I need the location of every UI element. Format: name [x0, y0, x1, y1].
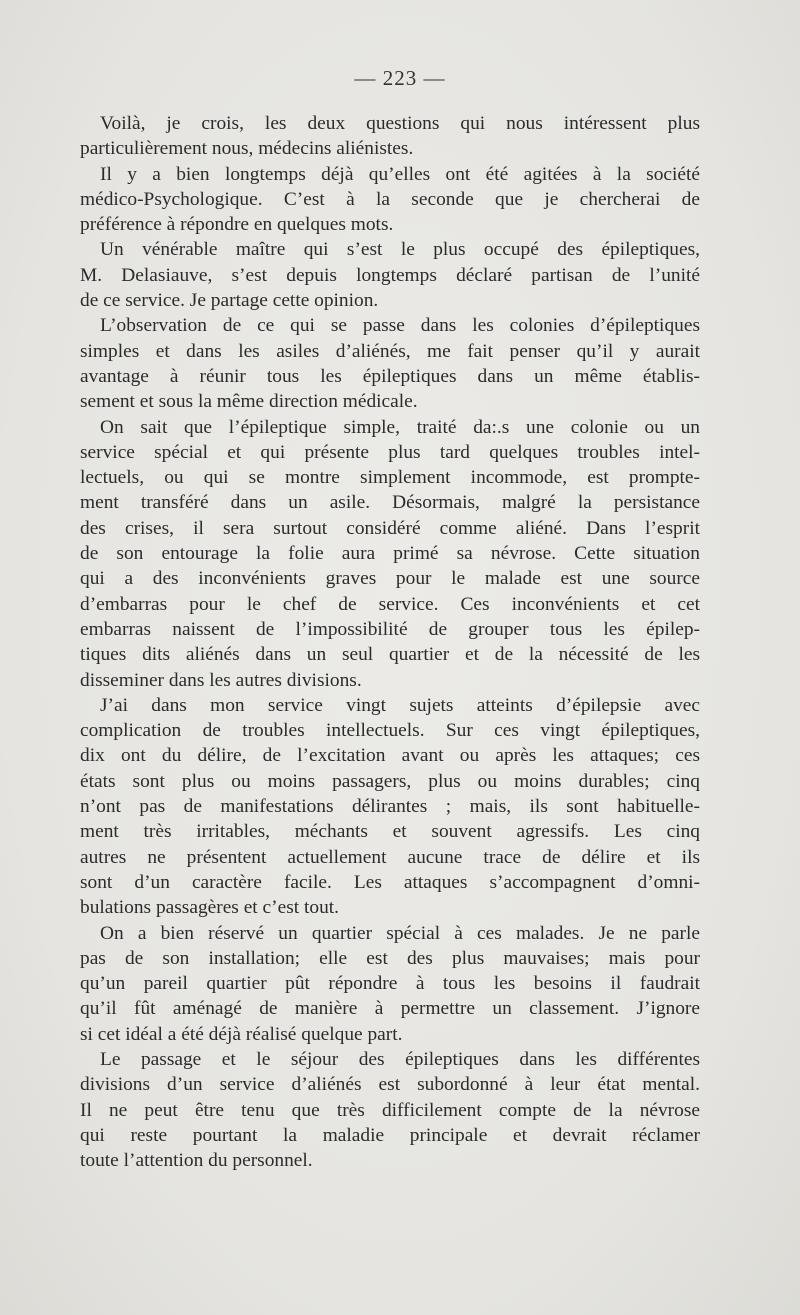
text-line: lectuels, ou qui se montre simplement incommode, est prompte- [80, 467, 700, 489]
text-line: de ce service. Je partage cette opinion. [80, 290, 379, 312]
text-line: qui a des inconvénients graves pour le malade est une source [80, 568, 700, 590]
text-line: M. Delasiauve, s’est depuis longtemps déclaré partisan de l’unité [80, 264, 700, 286]
text-line: autres ne présentent actuellement aucune trace de délire et ils [80, 846, 700, 868]
text-line: L’observation de ce qui se passe dans les colonies d’épileptiques [100, 315, 700, 337]
text-line: ment très irritables, méchants et souvent agressifs. Les cinq [80, 821, 700, 843]
text-line: embarras naissent de l’impossibilité de grouper tous les épilep- [80, 618, 700, 640]
text-line: tiques dits aliénés dans un seul quartier et de la nécessité de les [80, 644, 700, 666]
text-line: simples et dans les asiles d’aliénés, me fait penser qu’il y aurait [80, 340, 700, 362]
text-line: bulations passagères et c’est tout. [80, 897, 340, 919]
text-line: préférence à répondre en quelques mots. [80, 214, 394, 236]
text-line: J’ai dans mon service vingt sujets atteints d’épilepsie avec [100, 694, 700, 716]
text-line: si cet idéal a été déjà réalisé quelque part. [80, 1023, 403, 1045]
text-line: particulièrement nous, médecins aliénistes. [80, 138, 414, 160]
text-line: Un vénérable maître qui s’est le plus occupé des épileptiques, [100, 239, 700, 261]
text-line: avantage à réunir tous les épileptiques dans un même établis- [80, 365, 700, 387]
text-line: disseminer dans les autres divisions. [80, 669, 362, 691]
text-line: qu’il fût aménagé de manière à permettre un classement. J’ignore [80, 998, 700, 1020]
page-number: — 223 — [354, 66, 446, 90]
text-line: On sait que l’épileptique simple, traité da:.s une colonie ou un [100, 416, 700, 438]
text-line: sont d’un caractère facile. Les attaques s’accompagnent d’omni- [80, 871, 700, 893]
text-line: On a bien réservé un quartier spécial à ces malades. Je ne parle [100, 922, 700, 944]
text-line: ment transféré dans un asile. Désormais, malgré la persistance [80, 492, 700, 514]
text-line: Voilà, je crois, les deux questions qui nous intéressent plus [100, 113, 700, 134]
text-line: états sont plus ou moins passagers, plus ou moins durables; cinq [80, 770, 700, 792]
text-line: pas de son installation; elle est des plus mauvaises; mais pour [80, 947, 700, 969]
text-line: complication de troubles intellectuels. Sur ces vingt épileptiques, [80, 720, 700, 742]
text-line: Il y a bien longtemps déjà qu’elles ont été agitées à la société [100, 163, 700, 185]
text-line: toute l’attention du personnel. [80, 1150, 313, 1172]
text-line: médico-Psychologique. C’est à la seconde que je chercherai de [80, 188, 700, 210]
text-line: sement et sous la même direction médicale. [80, 391, 418, 413]
text-line: qu’un pareil quartier pût répondre à tous les besoins il faudrait [80, 973, 700, 995]
text-line: d’embarras pour le chef de service. Ces inconvénients et cet [80, 593, 700, 615]
text-line: de son entourage la folie aura primé sa névrose. Cette situation [80, 543, 700, 565]
text-line: des crises, il sera surtout considéré comme aliéné. Dans l’esprit [80, 517, 700, 539]
text-line: dix ont du délire, de l’excitation avant ou après les attaques; ces [80, 745, 700, 767]
text-line: qui reste pourtant la maladie principale et devrait réclamer [80, 1124, 700, 1146]
text-line: n’ont pas de manifestations délirantes ; mais, ils sont habituelle- [80, 796, 700, 818]
body-text [80, 111, 700, 1173]
text-line: divisions d’un service d’aliénés est subordonné à leur état mental. [80, 1074, 700, 1096]
text-line: Le passage et le séjour des épileptiques dans les différentes [100, 1048, 700, 1070]
text-line: service spécial et qui présente plus tard quelques troubles intel- [80, 441, 700, 463]
text-line: Il ne peut être tenu que très difficilement compte de la névrose [80, 1099, 700, 1121]
